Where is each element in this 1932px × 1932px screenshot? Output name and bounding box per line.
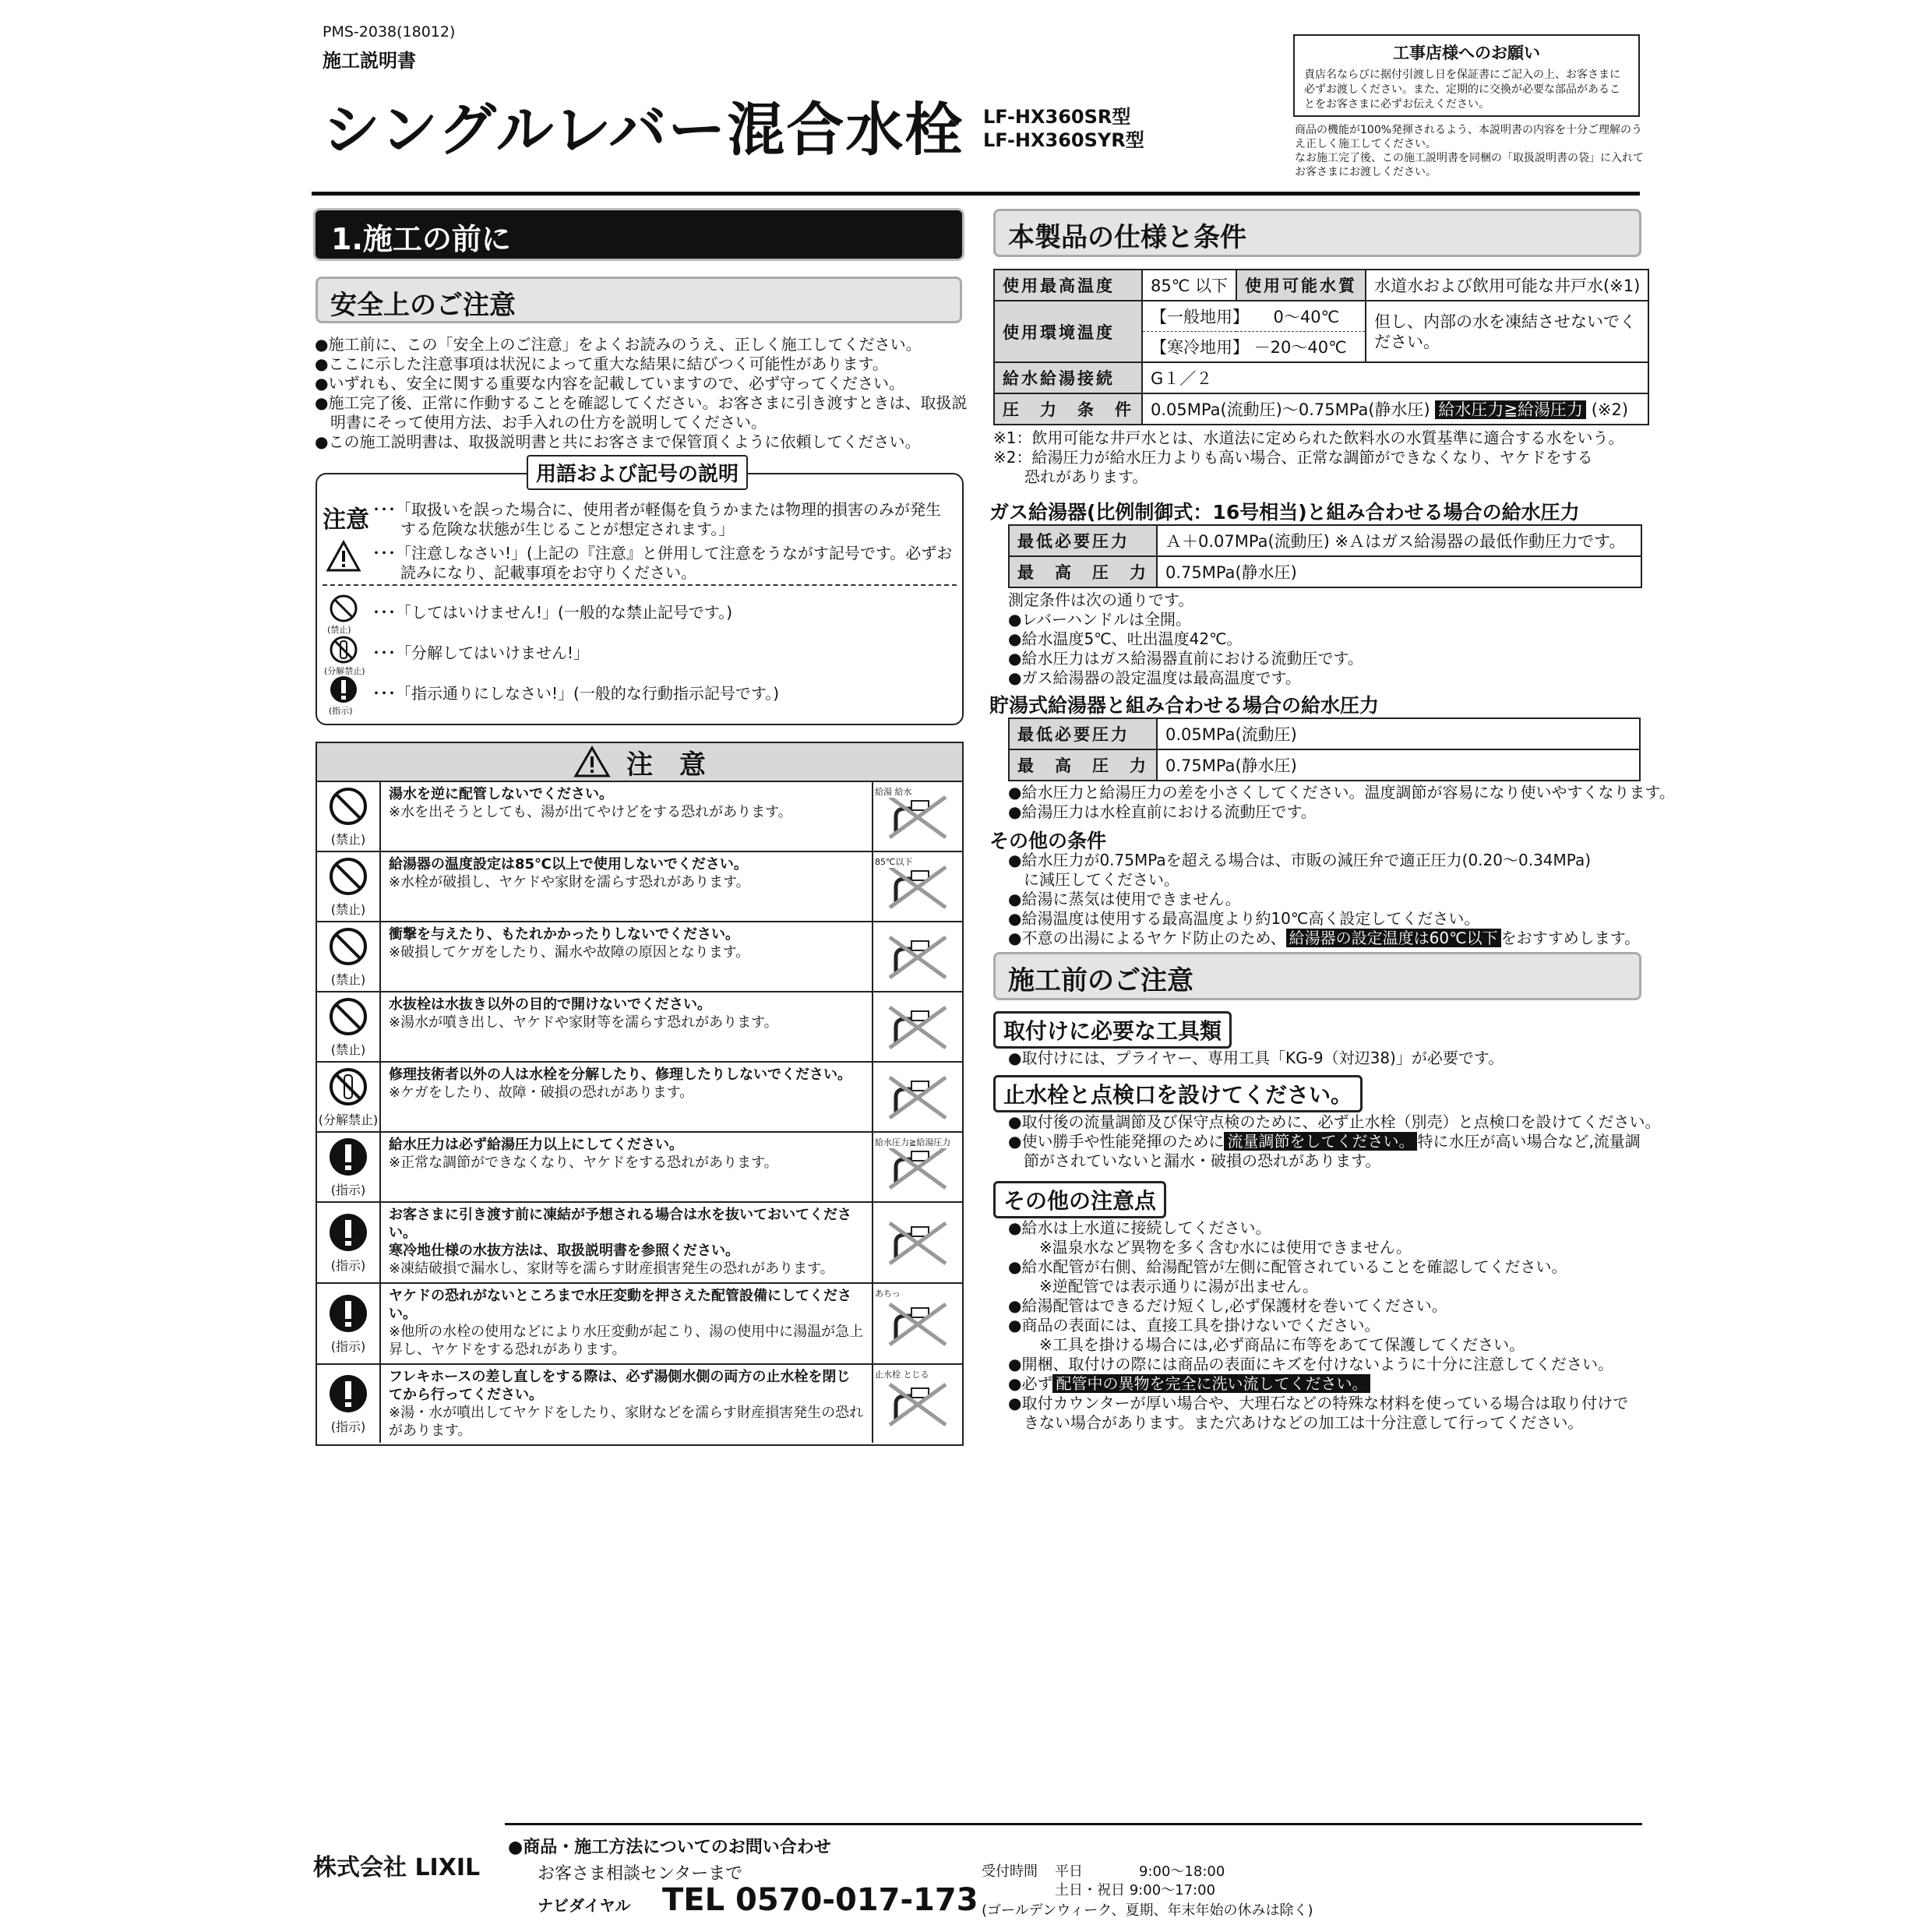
safety-heading: 安全上のご注意 [316,277,962,323]
gas-pressure-table [1008,524,1642,588]
spec-value: 0.75MPa(静水圧) [1157,749,1640,781]
hours-weekday: 平日 9:00～18:00 [1055,1863,1225,1880]
caution-row-text [381,1203,873,1282]
caution-table [316,742,964,1446]
caution-table-title: 注 意 [626,749,706,781]
other-conditions-title: その他の条件 [989,830,1107,852]
instruction-icon [328,1373,368,1417]
caution-reason: ※水を出そうとしても、湯が出てやけどをする恐れがあります。 [389,804,792,820]
illustration-label: 給湯 給水 [875,787,912,797]
note: ※温泉水など異物を多く含む水には使用できません。 [1008,1238,1412,1257]
footnote: 恐れがあります。 [993,467,1148,486]
illustration-label: 止水栓 とじる [875,1370,929,1380]
freeze-icon [873,1203,962,1282]
spec-value: 【寒冷地用】 －20～40℃ [1142,332,1366,363]
tank-notes [1008,783,1675,822]
caution-reason: ※破損してケガをしたり、漏水や故障の原因となります。 [389,944,750,961]
footnote: ※1：飲用可能な井戸水とは、水道法に定められた飲料水の水質基準に適合する水をいう。 [993,428,1624,447]
bullet: ●いずれも、安全に関する重要な内容を記載していますので、必ず守ってください。 [315,374,905,393]
note: ※逆配管では表示通りに湯が出ません。 [1008,1277,1318,1296]
page-title: シングルレバー混合水栓 [323,97,964,164]
note: 節がされていないと漏水・破損の恐れがあります。 [1008,1151,1381,1170]
symbol-definition: ･･･「指示通りにしなさい!」(一般的な行動指示記号です。) [372,684,780,703]
spec-value [1142,393,1648,425]
spec-header: 圧 力 条 件 [994,393,1142,425]
prohibit-icon [328,856,368,900]
note: ※工具を掛ける場合には,必ず商品に布等をあてて保護してください。 [1008,1335,1525,1354]
symbol-label: (指示) [330,1419,366,1434]
caution-row-symbol [317,1365,381,1443]
symbol-label: (指示) [330,1182,366,1197]
caution-row-text [381,992,873,1061]
note: ●取付後の流量調節及び保守点検のために、必ず止水栓（別売）と点検口を設けてください。 [1008,1112,1661,1131]
caution-row-symbol [317,922,381,991]
spec-header: 使用環境温度 [994,301,1142,362]
caution-row-symbol [317,992,381,1061]
valve-heading: 止水栓と点検口を設けてください。 [993,1075,1363,1112]
installer-notice-box [1293,34,1640,117]
pressure-note: (※2) [1591,400,1629,419]
spec-value: 0.75MPa(静水圧) [1157,556,1641,587]
caution-instruction: 水抜栓は水抜き以外の目的で開けないでください。 [389,996,711,1013]
safety-bullets [315,335,967,452]
pressure-icon [873,1133,962,1201]
triangle-definition: ･･･「注意しなさい!」(上記の『注意』と併用して注意をうながす記号です。必ずお [372,544,953,562]
caution-row-text [381,1063,873,1131]
navi-dial-label: ナビダイヤル [538,1896,631,1915]
spec-value: 0.05MPa(流動圧) [1157,718,1640,749]
pre-install-heading: 施工前のご注意 [993,952,1641,1000]
note: ●取付カウンターが厚い場合や、大理石などの特殊な材料を使っている場合は取り付けで [1008,1394,1629,1412]
symbol-label: (指示) [330,1338,366,1354]
spec-value: 【一般地用】 0～40℃ [1142,301,1366,332]
caution-word: 注意 [323,506,369,534]
symbol-label: (禁止) [330,1042,366,1057]
caution-row [317,1203,962,1284]
bullet: ●この施工説明書は、取扱説明書と共にお客さまで保管頂くように依頼してください。 [315,432,921,451]
illustration-label: 85℃以下 [875,857,913,867]
note: ●給水圧力と給湯圧力の差を小さくしてください。温度調節が容易になり使いやすくなります。 [1008,783,1675,802]
caution-row-text [381,1365,873,1443]
notice-title: 工事店様へのお願い [1393,44,1540,62]
pressure-range: 0.05MPa(流動圧)～0.75MPa(静水圧) [1151,400,1430,419]
symbol-definition: ･･･「分解してはいけません!」 [372,643,590,662]
spec-value: 水道水および飲用可能な井戸水(※1) [1366,270,1648,301]
symbol-label: (禁止) [330,831,366,847]
note: ●不意の出湯によるヤケド防止のため、 給湯器の設定温度は60℃以下 をおすすめします。 [1008,929,1641,947]
note: ●商品の表面には、直接工具を掛けないでください。 [1008,1316,1380,1334]
no-disassemble-icon [328,1066,368,1110]
note: ●ガス給湯器の設定温度は最高温度です。 [1008,668,1301,687]
terms-divider [323,584,957,586]
caution-row-text [381,1133,873,1201]
illustration-label: 給水圧力≧給湯圧力 [875,1137,951,1148]
caution-definition: ･･･「取扱いを誤った場合に、使用者が軽傷を負うかまたは物理的損害のみが発生 [372,500,941,519]
prohibit-icon [328,786,368,830]
note: ●給水は上水道に接続してください。 [1008,1218,1271,1237]
caution-row [317,1063,962,1133]
note: ●必ず 配管中の異物を完全に洗い流してください。 [1008,1374,1628,1394]
inquiry-label: ●商品・施工方法についてのお問い合わせ [508,1838,831,1857]
caution-instruction: 湯水を逆に配管しないでください。 [389,786,613,802]
caution-rows [317,782,962,1443]
other-conditions [1008,851,1640,948]
footnote: ※2：給湯圧力が給水圧力よりも高い場合、正常な調節ができなくなり、ヤケドをする [993,448,1593,467]
spec-value: 但し、内部の水を凍結させないでください。 [1366,301,1648,362]
misc-heading: その他の注意点 [993,1181,1166,1218]
support-center: お客さま相談センターまで [538,1864,743,1884]
tank-pressure-table [1008,717,1641,781]
note: ●給湯に蒸気は使用できません。 [1008,890,1241,908]
triangle-definition: 読みになり、記載事項をお守りください。 [400,563,696,582]
terms-title: 用語および記号の説明 [527,455,748,490]
note: ●給湯圧力は水栓直前における流動圧です。 [1008,802,1317,821]
caution-instruction: 修理技術者以外の人は水栓を分解したり、修理したりしないでください。 [389,1066,851,1083]
document-code: PMS-2038(18012) [323,23,456,41]
note: ●給水配管が右側、給湯配管が左側に配管されていることを確認してください。 [1008,1257,1567,1276]
footer-divider [505,1823,1642,1825]
note: ●給水圧力はガス給湯器直前における流動圧です。 [1008,649,1363,668]
bullet: ●施工前に、この「安全上のご注意」をよくお読みのうえ、正しく施工してください。 [315,335,922,354]
prohibit-icon [328,926,368,970]
note: 測定条件は次の通りです。 [1008,591,1194,609]
header-divider [312,192,1640,196]
spec-table [993,269,1649,425]
bullet: ●ここに示した注意事項は状況によって重大な結果に結びつく可能性があります。 [315,354,888,373]
caution-definition: する危険な状態が生じることが想定されます。」 [400,520,735,538]
bullet: ●施工完了後、正常に作動することを確認してください。お客さまに引き渡すときは、取扱説 [315,393,968,412]
caution-row-symbol [317,782,381,851]
hours-label: 受付時間 [982,1863,1038,1880]
symbol-definition: ･･･「してはいけません!」(一般的な禁止記号です。) [372,603,733,622]
notice-note: なお施工完了後、この施工説明書を同梱の「取扱説明書の袋」に入れてお客さまにお渡しください。 [1295,152,1644,178]
caution-table-header [317,743,962,782]
note: ●給湯温度は使用する最高温度より約10℃高く設定してください。 [1008,909,1480,928]
caution-row [317,1133,962,1203]
holiday-note: (ゴールデンウィーク、夏期、年末年始の休みは除く) [982,1902,1313,1919]
symbol-label: (禁止) [330,971,366,987]
caution-row [317,992,962,1063]
note: ●レバーハンドルは全開。 [1008,610,1192,629]
caution-row [317,782,962,852]
stop-valve-icon [873,1365,962,1443]
caution-reason: ※凍結破損で漏水し、家財等を濡らす財産損害発生の恐れがあります。 [389,1260,834,1277]
caution-row-text [381,782,873,851]
note: ●給水温度5℃、吐出温度42℃。 [1008,629,1243,648]
spec-value: Ａ＋0.07MPa(流動圧) ※Ａはガス給湯器の最低作動圧力です。 [1157,525,1641,556]
caution-row-text [381,922,873,991]
caution-instruction: 給水圧力は必ず給湯圧力以上にしてください。 [389,1137,683,1153]
symbol-label: (指示) [329,706,353,716]
highlight: 流量調節をしてください。 [1224,1132,1417,1151]
spec-header: 最低必要圧力 [1009,718,1157,749]
caution-row [317,1284,962,1365]
caution-instruction: ヤケドの恐れがないところまで水圧変動を押さえた配管設備にしてください。 [389,1288,851,1322]
document-type: 施工説明書 [323,50,416,72]
caution-row-text [381,852,873,921]
note: ●給水圧力が0.75MPaを超える場合は、市販の減圧弁で適正圧力(0.20～0.34MPa) [1008,851,1591,869]
symbol-label: (禁止) [327,625,351,635]
hours-weekend: 土日・祝日 9:00～17:00 [1055,1882,1216,1899]
spec-header: 給水給湯接続 [994,362,1142,393]
caution-reason: ※正常な調節ができなくなり、ヤケドをする恐れがあります。 [389,1155,778,1171]
tank-heater-title: 貯湯式給湯器と組み合わせる場合の給水圧力 [989,694,1380,717]
spec-heading: 本製品の仕様と条件 [993,209,1641,257]
caution-instruction: 衝撃を与えたり、もたれかかったりしないでください。 [389,926,739,943]
tools-heading: 取付けに必要な工具類 [993,1011,1232,1049]
no-disassemble-icon [329,635,358,665]
illustration-label: あちっ [875,1289,901,1299]
model-number: LF-HX360SYR型 [983,129,1144,151]
caution-row-text [381,1284,873,1363]
spec-value: G１／２ [1142,362,1648,393]
caution-reason: ※湯水が噴き出し、ヤケドや家財等を濡らす恐れがあります。 [389,1014,778,1031]
valve-text [1008,1112,1660,1171]
note: ●給湯配管はできるだけ短くし,必ず保護材を巻いてください。 [1008,1296,1447,1315]
caution-reason: ※ケガをしたり、故障・破損の恐れがあります。 [389,1084,694,1101]
warning-triangle-icon [573,746,611,778]
notice-body: 責店名ならびに据付引渡し日を保証書にご記入の上、お客さまに必ずお渡しください。また、定期的に交換が必要な部品があることをお客さまに必ずお伝えください。 [1304,69,1620,111]
note: に減圧してください。 [1008,870,1179,889]
spec-notes [993,428,1624,487]
misc-notes [1008,1218,1628,1433]
caution-instruction: お客さまに引き渡す前に凍結が予想される場合は水を抜いておいてください。 [389,1207,851,1241]
note: ●使い勝手や性能発揮のために 流量調節をしてください。 特に水圧が高い場合など,流量調 [1008,1132,1641,1151]
caution-instruction: 給湯器の温度設定は85℃以上で使用しないでください。 [389,856,748,873]
notice-notes [1295,123,1653,179]
caution-row [317,852,962,922]
spec-header: 最低必要圧力 [1009,525,1157,556]
caution-row-symbol [317,1284,381,1363]
disassemble-icon [873,1063,962,1131]
caution-row-symbol [317,1063,381,1131]
caution-row-symbol [317,1133,381,1201]
spec-header: 最 高 圧 力 [1009,556,1157,587]
caution-reason: ※水栓が破損し、ヤケドや家財を濡らす恐れがあります。 [389,874,750,890]
caution-row-symbol [317,1203,381,1282]
caution-reason: ※湯・水が噴出してヤケドをしたり、家財などを濡らす財産損害発生の恐れがあります。 [389,1405,864,1439]
pressure-condition: 給水圧力≧給湯圧力 [1435,400,1586,419]
symbol-label: (分解禁止) [318,1112,379,1127]
instruction-icon [328,1212,368,1256]
gas-notes [1008,591,1363,688]
caution-instruction: フレキホースの差し直しをする際は、必ず湯側水側の両方の止水栓を閉じてから行ってください。 [389,1369,851,1403]
impact-icon [873,922,962,991]
highlight: 給湯器の設定温度は60℃以下 [1286,929,1501,947]
spec-header: 使用最高温度 [994,270,1142,301]
caution-reason: ※他所の水栓の使用などにより水圧変動が起こり、湯の使用中に湯温が急上昇し、ヤケドをする恐れがあります。 [389,1324,864,1358]
caution-row [317,922,962,992]
spec-header: 使用可能水質 [1236,270,1366,301]
caution-row-symbol [317,852,381,921]
instruction-icon [329,675,358,704]
85c-icon [873,852,962,921]
instruction-icon [328,1293,368,1337]
instruction-icon [328,1137,368,1180]
gas-heater-title: ガス給湯器(比例制御式：16号相当)と組み合わせる場合の給水圧力 [989,501,1580,524]
spec-value: 85℃ 以下 [1142,270,1236,301]
prohibit-icon [328,996,368,1040]
symbol-label: (指示) [330,1257,366,1273]
caution-instruction: 寒冷地仕様の水抜方法は、取扱説明書を参照ください。 [389,1243,739,1259]
tools-text: ●取付けには、プライヤー、専用工具「KG-9（対辺38)」が必要です。 [1008,1049,1504,1067]
note: ●開梱、取付けの際には商品の表面にキズを付けないように十分に注意してください。 [1008,1355,1614,1373]
warning-triangle-icon [326,540,361,573]
bullet: 明書にそって使用方法、お手入れの仕方を説明してください。 [315,413,767,432]
section-heading: 1.施工の前に [316,210,962,259]
reverse-pipe-icon [873,782,962,851]
drain-icon [873,992,962,1061]
phone-number[interactable]: TEL 0570-017-173 [662,1882,978,1918]
notice-note: 商品の機能が100%発揮されるよう、本説明書の内容を十分ご理解のうえ正しく施工してください。 [1295,124,1643,150]
company-name: 株式会社 LIXIL [313,1854,481,1881]
spec-header: 最 高 圧 力 [1009,749,1157,781]
caution-row [317,1365,962,1443]
model-number: LF-HX360SR型 [983,106,1131,128]
hot-icon [873,1284,962,1363]
symbol-label: (禁止) [330,901,366,917]
note: きない場合があります。また穴あけなどの加工は十分注意して行ってください。 [1008,1413,1584,1432]
symbol-label: (分解禁止) [324,666,365,676]
prohibit-icon [329,594,358,623]
highlight: 配管中の異物を完全に洗い流してください。 [1052,1374,1370,1393]
